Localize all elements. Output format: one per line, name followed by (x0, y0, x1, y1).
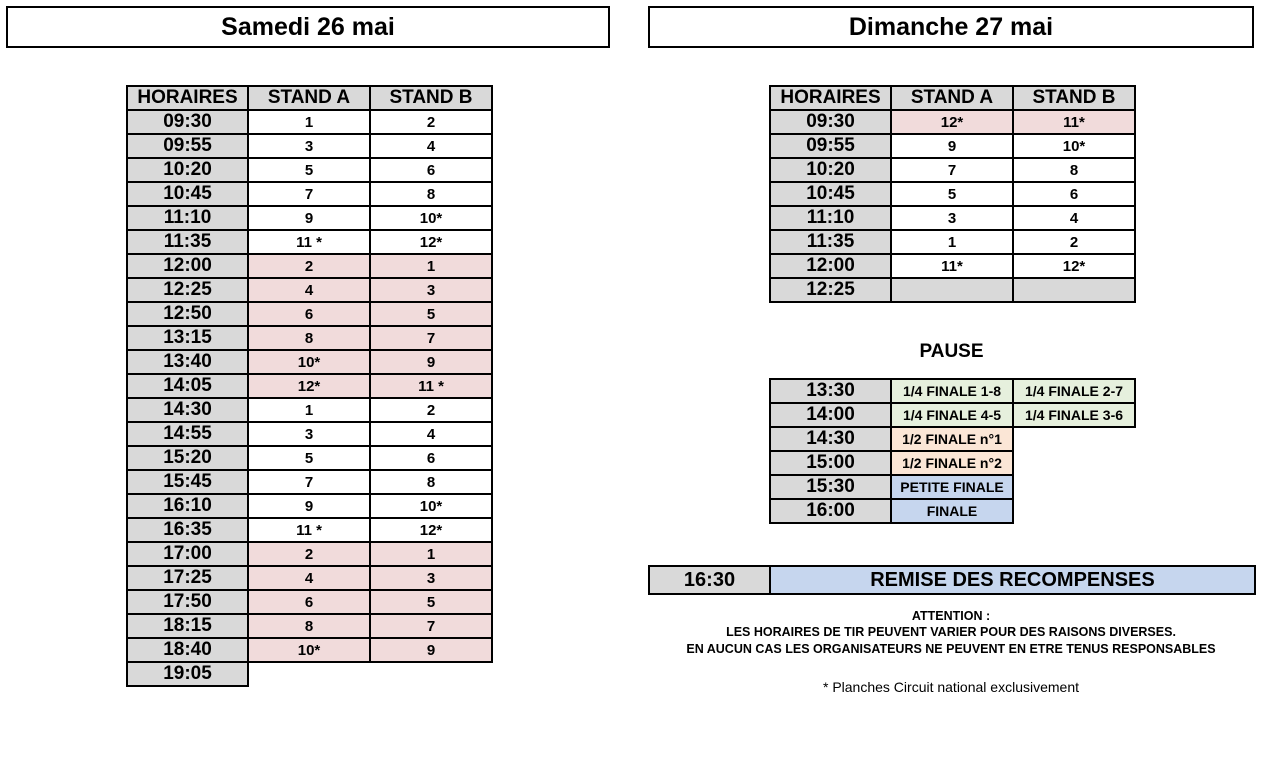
time-cell: 14:30 (770, 427, 891, 451)
stand-b-cell: 12* (370, 518, 492, 542)
table-row (127, 350, 492, 374)
stand-a-cell: 4 (248, 566, 370, 590)
column-header: STAND B (1013, 86, 1135, 110)
stand-a-cell: 1/4 FINALE 4-5 (891, 403, 1013, 427)
stand-b-cell: 8 (370, 182, 492, 206)
stand-a-cell: 11 * (248, 230, 370, 254)
stand-b-cell: 10* (370, 494, 492, 518)
time-cell: 16:35 (127, 518, 248, 542)
table-row (127, 518, 492, 542)
table-row (127, 422, 492, 446)
awards-label: REMISE DES RECOMPENSES (770, 566, 1255, 594)
time-cell: 10:45 (127, 182, 248, 206)
stand-b-cell: 1 (370, 254, 492, 278)
table-row (770, 499, 1135, 523)
time-cell: 12:00 (127, 254, 248, 278)
table-header-row (770, 86, 1135, 110)
stand-b-cell: 12* (1013, 254, 1135, 278)
time-cell: 15:00 (770, 451, 891, 475)
empty-cell (370, 662, 492, 686)
stand-b-cell: 1/4 FINALE 2-7 (1013, 379, 1135, 403)
table-row (770, 110, 1135, 134)
table-row (127, 182, 492, 206)
table-row (127, 254, 492, 278)
time-cell: 10:20 (770, 158, 891, 182)
table-row (770, 278, 1135, 302)
table-row (770, 182, 1135, 206)
table-row (127, 614, 492, 638)
stand-a-cell: 7 (248, 470, 370, 494)
stand-a-cell: 8 (248, 614, 370, 638)
time-cell: 15:30 (770, 475, 891, 499)
stand-a-cell: 5 (248, 446, 370, 470)
table-row (127, 158, 492, 182)
stand-b-cell: 4 (370, 422, 492, 446)
column-header: HORAIRES (127, 86, 248, 110)
table-row (127, 206, 492, 230)
sunday-finals-table (769, 378, 1136, 524)
stand-a-cell: 9 (891, 134, 1013, 158)
time-cell: 14:30 (127, 398, 248, 422)
empty-cell (1013, 475, 1135, 499)
stand-b-cell: 4 (370, 134, 492, 158)
stand-a-cell: 12* (248, 374, 370, 398)
sunday-schedule-table (769, 85, 1136, 303)
time-cell: 14:55 (127, 422, 248, 446)
column-header: STAND A (891, 86, 1013, 110)
stand-a-cell: 4 (248, 278, 370, 302)
notice-attention: ATTENTION : (911, 609, 991, 623)
stand-b-cell: 9 (370, 350, 492, 374)
stand-b-cell: 9 (370, 638, 492, 662)
stand-b-cell: 2 (1013, 230, 1135, 254)
notice-line-1: LES HORAIRES DE TIR PEUVENT VARIER POUR DES RAISONS DIVERSES. (726, 625, 1176, 639)
stand-b-cell: 8 (370, 470, 492, 494)
stand-b-cell: 3 (370, 566, 492, 590)
table-row (770, 427, 1135, 451)
stand-a-cell (891, 278, 1013, 302)
stand-a-cell: 5 (248, 158, 370, 182)
stand-a-cell: 7 (891, 158, 1013, 182)
table-row (127, 542, 492, 566)
time-cell: 10:20 (127, 158, 248, 182)
table-row (127, 110, 492, 134)
stand-b-cell: 2 (370, 398, 492, 422)
time-cell: 11:35 (127, 230, 248, 254)
table-row (770, 403, 1135, 427)
stand-a-cell: FINALE (891, 499, 1013, 523)
time-cell: 17:00 (127, 542, 248, 566)
time-cell: 13:15 (127, 326, 248, 350)
table-row (770, 451, 1135, 475)
time-cell: 19:05 (127, 662, 248, 686)
stand-b-cell: 7 (370, 614, 492, 638)
time-cell: 09:30 (770, 110, 891, 134)
awards-row (648, 565, 1256, 595)
table-row (770, 254, 1135, 278)
stand-a-cell: 12* (891, 110, 1013, 134)
stand-a-cell: 7 (248, 182, 370, 206)
awards-table-row (649, 566, 1255, 594)
stand-a-cell: 1 (891, 230, 1013, 254)
stand-b-cell: 11* (1013, 110, 1135, 134)
stand-a-cell: 5 (891, 182, 1013, 206)
table-row (770, 158, 1135, 182)
time-cell: 12:00 (770, 254, 891, 278)
time-cell: 18:40 (127, 638, 248, 662)
saturday-title: Samedi 26 mai (6, 6, 610, 48)
stand-b-cell: 12* (370, 230, 492, 254)
column-header: STAND B (370, 86, 492, 110)
table-row (127, 494, 492, 518)
stand-a-cell: PETITE FINALE (891, 475, 1013, 499)
stand-b-cell: 1 (370, 542, 492, 566)
time-cell: 12:50 (127, 302, 248, 326)
table-row (127, 470, 492, 494)
stand-b-cell: 10* (1013, 134, 1135, 158)
stand-a-cell: 1/2 FINALE n°2 (891, 451, 1013, 475)
empty-cell (1013, 499, 1135, 523)
stand-b-cell: 4 (1013, 206, 1135, 230)
time-cell: 09:55 (127, 134, 248, 158)
stand-a-cell: 11* (891, 254, 1013, 278)
stand-a-cell: 9 (248, 206, 370, 230)
stand-a-cell: 3 (891, 206, 1013, 230)
stand-a-cell: 11 * (248, 518, 370, 542)
time-cell: 14:00 (770, 403, 891, 427)
table-row (770, 230, 1135, 254)
column-header: HORAIRES (770, 86, 891, 110)
time-cell: 13:40 (127, 350, 248, 374)
time-cell: 12:25 (770, 278, 891, 302)
stand-a-cell: 3 (248, 134, 370, 158)
stand-b-cell (1013, 278, 1135, 302)
time-cell: 09:30 (127, 110, 248, 134)
time-cell: 18:15 (127, 614, 248, 638)
time-cell: 15:45 (127, 470, 248, 494)
table-row (127, 278, 492, 302)
stand-a-cell: 1 (248, 110, 370, 134)
stand-b-cell: 7 (370, 326, 492, 350)
table-row (127, 374, 492, 398)
sunday-title: Dimanche 27 mai (648, 6, 1254, 48)
stand-b-cell: 1/4 FINALE 3-6 (1013, 403, 1135, 427)
time-cell: 16:00 (770, 499, 891, 523)
stand-a-cell: 1/4 FINALE 1-8 (891, 379, 1013, 403)
stand-b-cell: 11 * (370, 374, 492, 398)
table-row (770, 379, 1135, 403)
time-cell: 10:45 (770, 182, 891, 206)
time-cell: 12:25 (127, 278, 248, 302)
stand-a-cell: 2 (248, 542, 370, 566)
footnote: * Planches Circuit national exclusivement (822, 679, 1079, 695)
awards-time: 16:30 (649, 566, 770, 594)
time-cell: 17:50 (127, 590, 248, 614)
empty-cell (1013, 451, 1135, 475)
stand-a-cell: 1 (248, 398, 370, 422)
stand-a-cell: 9 (248, 494, 370, 518)
table-row (127, 590, 492, 614)
stand-a-cell: 1/2 FINALE n°1 (891, 427, 1013, 451)
time-cell: 17:25 (127, 566, 248, 590)
time-cell: 13:30 (770, 379, 891, 403)
stand-a-cell: 10* (248, 350, 370, 374)
stand-b-cell: 6 (370, 446, 492, 470)
table-row (127, 398, 492, 422)
stand-b-cell: 5 (370, 302, 492, 326)
stand-b-cell: 6 (1013, 182, 1135, 206)
stand-a-cell: 8 (248, 326, 370, 350)
table-row (127, 326, 492, 350)
table-row (127, 134, 492, 158)
stand-b-cell: 6 (370, 158, 492, 182)
pause-label: PAUSE (919, 341, 984, 362)
stand-b-cell: 5 (370, 590, 492, 614)
table-row (127, 302, 492, 326)
empty-cell (1013, 427, 1135, 451)
table-row (127, 446, 492, 470)
table-row (127, 662, 492, 686)
stand-b-cell: 3 (370, 278, 492, 302)
time-cell: 16:10 (127, 494, 248, 518)
time-cell: 11:35 (770, 230, 891, 254)
table-row (770, 134, 1135, 158)
time-cell: 11:10 (770, 206, 891, 230)
time-cell: 14:05 (127, 374, 248, 398)
time-cell: 15:20 (127, 446, 248, 470)
stand-a-cell: 2 (248, 254, 370, 278)
table-row (770, 206, 1135, 230)
empty-cell (248, 662, 370, 686)
stand-a-cell: 10* (248, 638, 370, 662)
table-header-row (127, 86, 492, 110)
time-cell: 11:10 (127, 206, 248, 230)
table-row (770, 475, 1135, 499)
stand-b-cell: 8 (1013, 158, 1135, 182)
notice-line-2: EN AUCUN CAS LES ORGANISATEURS NE PEUVENT EN ETRE TENUS RESPONSABLES (686, 642, 1216, 656)
table-row (127, 230, 492, 254)
time-cell: 09:55 (770, 134, 891, 158)
stand-a-cell: 6 (248, 590, 370, 614)
stand-b-cell: 2 (370, 110, 492, 134)
stand-a-cell: 6 (248, 302, 370, 326)
table-row (127, 638, 492, 662)
column-header: STAND A (248, 86, 370, 110)
stand-b-cell: 10* (370, 206, 492, 230)
stand-a-cell: 3 (248, 422, 370, 446)
saturday-schedule-table (126, 85, 493, 687)
table-row (127, 566, 492, 590)
